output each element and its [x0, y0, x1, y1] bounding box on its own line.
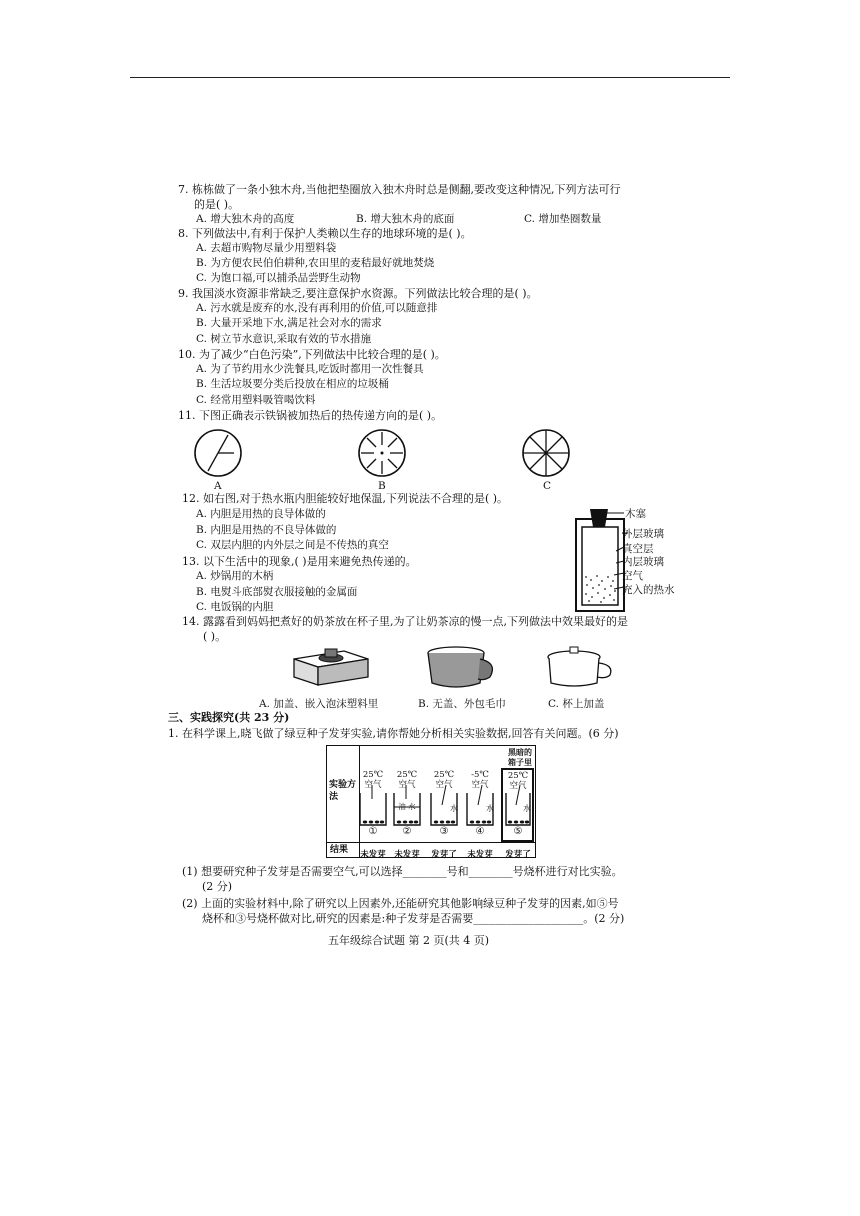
cup2-number: ② — [402, 826, 412, 837]
cup3-medium: 空气 — [435, 780, 453, 790]
cup1-temp: 25℃ — [362, 770, 384, 780]
q12-stem: 12. 如右图,对于热水瓶内胆能较好地保温,下列说法不合理的是( )。 — [182, 492, 509, 505]
cup2-temp: 25℃ — [396, 770, 418, 780]
q14-stem-line1: 14. 露露看到妈妈把煮好的奶茶放在杯子里,为了让奶茶凉的慢一点,下列做法中效果最好的是 — [182, 615, 628, 628]
q7-stem-line1: 7. 栋栋做了一条小独木舟,当他把垫圈放入独木舟时总是侧翻,要改变这种情况,下列方法可行 — [178, 183, 621, 196]
section3-q1-stem: 1. 在科学课上,晓飞做了绿豆种子发芽实验,请你帮她分析相关实验数据,回答有关问题。(6 分) — [168, 727, 619, 740]
q9-option-b: B. 大量开采地下水,满足社会对水的需求 — [196, 317, 382, 329]
q9-stem: 9. 我国淡水资源非常缺乏,要注意保护水资源。下列做法比较合理的是( )。 — [178, 287, 538, 300]
q12-option-b: B. 内胆是用热的不良导体做的 — [196, 524, 337, 536]
q13-option-b: B. 电熨斗底部熨衣服接触的金属面 — [196, 586, 358, 598]
thermos-label-outer-glass: 外层玻璃 — [622, 528, 664, 540]
cup4-medium: 空气 — [471, 780, 489, 790]
cup3-result: 发芽了 — [431, 850, 457, 860]
q11-label-b: B — [378, 480, 386, 492]
thermos-label-inner-glass: 内层玻璃 — [622, 556, 664, 568]
q14-option-a: A. 加盖、嵌入泡沫塑料里 — [259, 698, 379, 710]
cup4-liquid: 水 — [486, 804, 494, 813]
q10-option-c: C. 经常用塑料吸管喝饮料 — [196, 394, 316, 406]
cup5-liquid: 水 — [523, 804, 531, 813]
thermos-label-hot-water: 充入的热水 — [622, 584, 675, 596]
q7-stem-line2: 的是( )。 — [194, 198, 240, 211]
cup2-result: 未发芽 — [394, 850, 420, 860]
q10-option-b: B. 生活垃圾要分类后投放在相应的垃圾桶 — [196, 378, 389, 390]
q8-stem: 8. 下列做法中,有利于保护人类赖以生存的地球环境的是( )。 — [178, 227, 472, 240]
q11-circle-c — [523, 430, 569, 476]
thermos-label-air: 空气 — [622, 570, 643, 582]
q14-option-b: B. 无盖、外包毛巾 — [418, 698, 506, 710]
cup4-temp: -5℃ — [471, 770, 489, 780]
q7-option-a: A. 增大独木舟的高度 — [196, 213, 295, 225]
lidded-cup-icon — [548, 647, 611, 686]
dark-box-label: 黑暗的箱子里 — [508, 747, 532, 767]
q8-option-b: B. 为方便农民伯伯耕种,农田里的麦秸最好就地焚烧 — [196, 257, 435, 269]
top-rule — [130, 77, 730, 78]
q10-stem: 10. 为了减少“白色污染”,下列做法中比较合理的是( )。 — [178, 348, 446, 361]
towel-cup-icon — [428, 647, 492, 687]
q14-figures — [284, 645, 684, 691]
section3-sub1-line2: (2 分) — [202, 880, 233, 893]
section3-sub1-line1: (1) 想要研究种子发芽是否需要空气,可以选择________号和________号烧杯进行对比实验。 — [182, 865, 623, 878]
cup3-liquid: 水 — [450, 804, 458, 813]
q14-option-c: C. 杯上加盖 — [548, 698, 605, 710]
cup1-medium: 空气 — [364, 780, 382, 790]
cup1-result: 未发芽 — [360, 850, 386, 860]
cup3-number: ③ — [439, 826, 449, 837]
q12-option-c: C. 双层内胆的内外层之间是不传热的真空 — [196, 539, 389, 551]
q11-circle-b — [359, 430, 405, 476]
q11-figure — [190, 425, 590, 485]
cup5-medium: 空气 — [509, 781, 527, 791]
q13-option-c: C. 电饭锅的内胆 — [196, 601, 274, 613]
q12-option-a: A. 内胆是用热的良导体做的 — [196, 508, 326, 520]
cup2-medium: 空气 — [398, 780, 416, 790]
q13-option-a: A. 炒锅用的木柄 — [196, 570, 274, 582]
q7-option-c: C. 增加垫圈数量 — [524, 213, 602, 225]
q13-stem: 13. 以下生活中的现象,( )是用来避免热传递的。 — [182, 555, 417, 568]
q7-option-b: B. 增大独木舟的底面 — [356, 213, 455, 225]
foam-box-cup-icon — [294, 649, 368, 685]
q9-option-a: A. 污水就是废弃的水,没有再利用的价值,可以随意排 — [196, 302, 438, 314]
q10-option-a: A. 为了节约用水少洗餐具,吃饭时都用一次性餐具 — [196, 363, 424, 375]
section3-sub2-line1: (2) 上面的实验材料中,除了研究以上因素外,还能研究其他影响绿豆种子发芽的因素,如⑤号 — [182, 897, 619, 910]
q8-option-c: C. 为饱口福,可以捕杀品尝野生动物 — [196, 272, 361, 284]
section3-sub2-line2: 烧杯和③号烧杯做对比,研究的因素是:种子发芽是否需要____________________。(2 分) — [202, 912, 625, 925]
thermos-label-cork: 木塞 — [625, 508, 646, 520]
cup4-number: ④ — [475, 826, 485, 837]
q11-label-c: C — [543, 480, 552, 492]
q11-stem: 11. 下图正确表示铁锅被加热后的热传递方向的是( )。 — [178, 409, 443, 422]
q11-label-a: A — [214, 480, 222, 492]
q11-circle-a — [195, 430, 241, 476]
section3-title: 三、实践探究(共 23 分) — [168, 711, 290, 724]
page-footer: 五年级综合试题 第 2 页(共 4 页) — [328, 934, 490, 947]
thermos-label-vacuum: 真空层 — [622, 543, 654, 555]
q9-option-c: C. 树立节水意识,采取有效的节水措施 — [196, 333, 372, 345]
cup5-result: 发芽了 — [505, 850, 531, 860]
q8-option-a: A. 去超市购物尽量少用塑料袋 — [196, 242, 337, 254]
beaker-drawings — [326, 745, 536, 858]
cup5-temp: 25℃ — [507, 771, 529, 781]
cup1-number: ① — [368, 826, 378, 837]
cup4-result: 未发芽 — [467, 850, 493, 860]
q14-stem-line2: ( )。 — [203, 630, 227, 643]
cup3-temp: 25℃ — [433, 770, 455, 780]
table-row-result: 结果 — [330, 845, 349, 855]
cup5-number: ⑤ — [513, 826, 523, 837]
table-row-method: 实验方法 — [329, 780, 357, 802]
cup2-liquid: 油 水 — [398, 802, 416, 811]
